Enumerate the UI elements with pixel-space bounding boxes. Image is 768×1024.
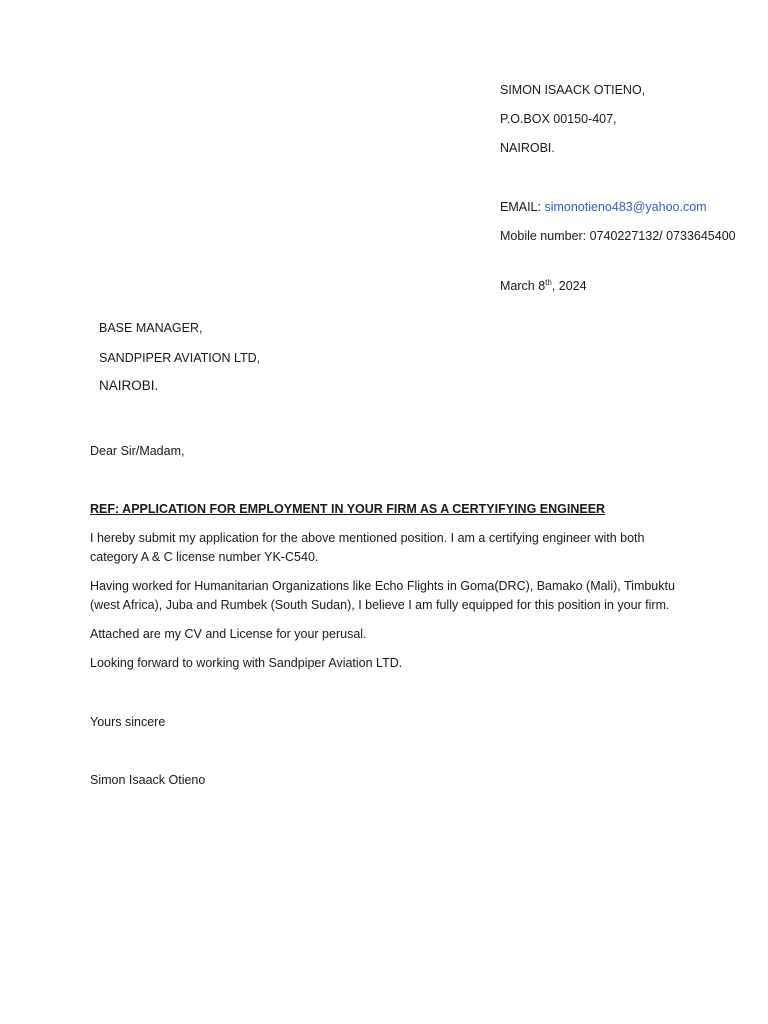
recipient-title: BASE MANAGER,	[99, 321, 203, 335]
signature: Simon Isaack Otieno	[90, 773, 206, 787]
sender-name: SIMON ISAACK OTIENO,	[500, 83, 646, 97]
sender-email-line	[500, 199, 707, 215]
reference-line: REF: APPLICATION FOR EMPLOYMENT IN YOUR FIRM AS A CERTYIFYING ENGINEER	[90, 502, 606, 516]
paragraph-4: Looking forward to working with Sandpiper Aviation LTD.	[90, 656, 403, 670]
date-suffix: th	[545, 277, 552, 287]
closing: Yours sincere	[90, 715, 166, 729]
recipient-city: NAIROBI.	[99, 378, 159, 393]
email-label: EMAIL:	[500, 200, 545, 214]
paragraph-1: I hereby submit my application for the above mentioned position. I am a certifying engineer with both category A & C license number YK-C540.	[90, 531, 645, 564]
sender-city: NAIROBI.	[500, 141, 555, 155]
sender-pobox: P.O.BOX 00150-407,	[500, 112, 617, 126]
paragraph-2: Having worked for Humanitarian Organizations like Echo Flights in Goma(DRC), Bamako (Mali), Timbuktu (west Africa), Juba and Rumbek (South Sudan), I believe I am fully equipped for this position in your firm.	[90, 579, 675, 612]
letter-date	[500, 278, 587, 294]
date-month-day: March 8	[500, 279, 546, 293]
paragraph-3: Attached are my CV and License for your perusal.	[90, 627, 367, 641]
recipient-company: SANDPIPER AVIATION LTD,	[99, 351, 261, 365]
sender-mobile: Mobile number: 0740227132/ 0733645400	[500, 229, 736, 243]
email-link[interactable]: simonotieno483@yahoo.com	[544, 200, 707, 214]
salutation: Dear Sir/Madam,	[90, 444, 185, 458]
date-year: , 2024	[551, 279, 587, 293]
